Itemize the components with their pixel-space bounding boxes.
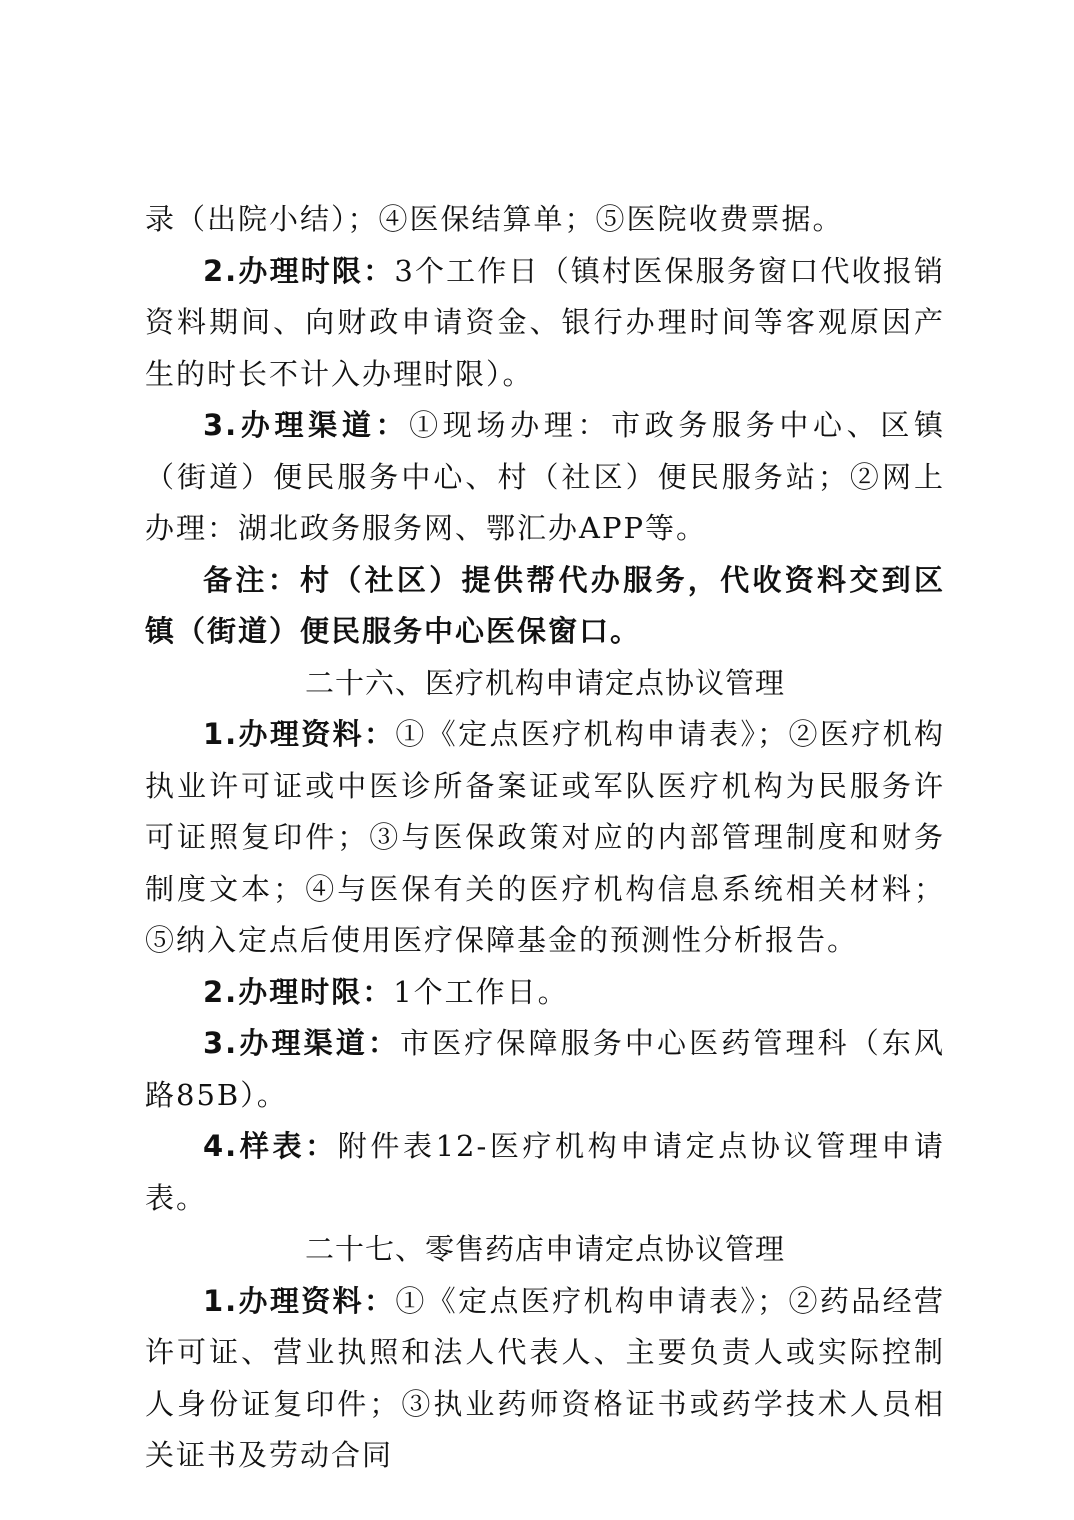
document-body — [145, 194, 945, 1482]
s26-channels-label: 3.办理渠道： — [203, 1026, 400, 1060]
s26-sample-paragraph — [145, 1121, 945, 1224]
s26-time-limit-paragraph — [145, 967, 945, 1019]
s27-materials-text: ①《定点医疗机构申请表》；②药品经营许可证、营业执照和法人代表人、主要负责人或实际控制人身份证复印件；③执业药师资格证书或药学技术人员相关证书及劳动合同 — [145, 1283, 945, 1472]
s27-materials-paragraph — [145, 1276, 945, 1482]
time-limit-paragraph — [145, 246, 945, 401]
channels-text: ①现场办理：市政务服务中心、区镇（街道）便民服务中心、村（社区）便民服务站；②网上办理：湖北政务服务网、鄂汇办APP等。 — [145, 408, 945, 545]
s26-materials-paragraph — [145, 709, 945, 967]
note-paragraph: 备注：村（社区）提供帮代办服务，代收资料交到区镇（街道）便民服务中心医保窗口。 — [145, 562, 945, 648]
s26-materials-text: ①《定点医疗机构申请表》；②医疗机构执业许可证或中医诊所备案证或军队医疗机构为民服务许可证照复印件；③与医保政策对应的内部管理制度和财务制度文本；④与医保有关的医疗机构信息系统相关材料；⑤纳入定点后使用医疗保障基金的预测性分析报告。 — [145, 717, 945, 957]
s26-channels-paragraph — [145, 1018, 945, 1121]
s27-materials-label: 1.办理资料： — [203, 1283, 396, 1318]
s26-sample-label: 4.样表： — [203, 1129, 338, 1163]
s26-channels-text: 市医疗保障服务中心医药管理科（东风路85B）。 — [145, 1026, 945, 1112]
section-heading-26: 二十六、医疗机构申请定点协议管理 — [304, 665, 785, 700]
s26-materials-label: 1.办理资料： — [203, 717, 396, 751]
section-heading-27: 二十七、零售药店申请定点协议管理 — [304, 1232, 785, 1266]
time-limit-label: 2.办理时限： — [203, 253, 395, 288]
channels-label: 3.办理渠道： — [203, 408, 410, 442]
materials-continuation: 录（出院小结）；④医保结算单；⑤医院收费票据。 — [145, 202, 844, 236]
s26-time-limit-label: 2.办理时限： — [203, 974, 394, 1009]
s26-sample-text: 附件表12-医疗机构申请定点协议管理申请表。 — [145, 1129, 946, 1215]
s26-time-limit-text: 1个工作日。 — [393, 974, 569, 1009]
channels-paragraph — [145, 400, 945, 555]
time-limit-text: 3个工作日（镇村医保服务窗口代收报销资料期间、向财政申请资金、银行办理时间等客观原因产生的时长不计入办理时限）。 — [145, 253, 946, 391]
